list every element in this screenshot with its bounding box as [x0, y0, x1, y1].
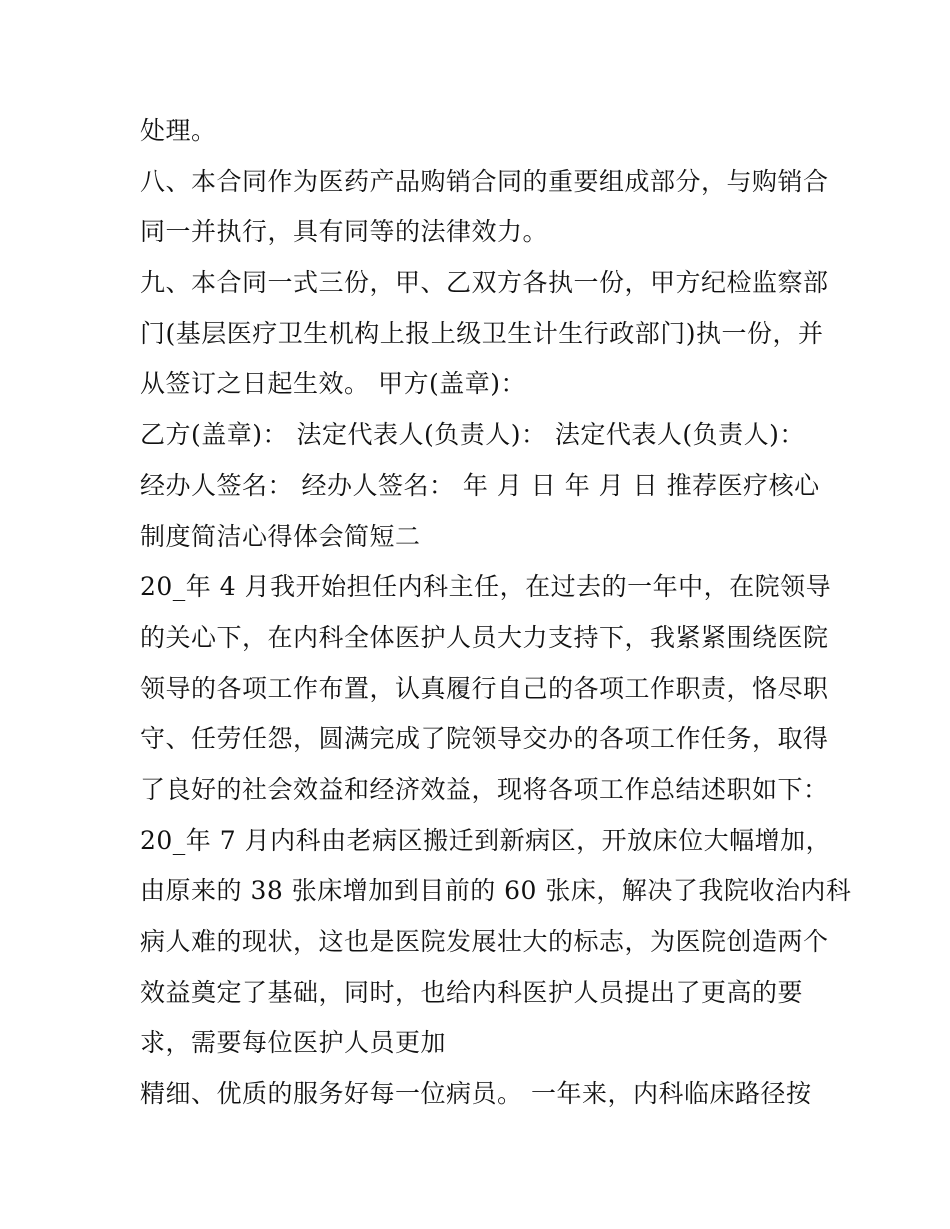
text-line: 病人难的现状，这也是医院发展壮大的标志，为医院创造两个 [140, 927, 829, 956]
text-line: 经办人签名： 经办人签名： 年 月 日 年 月 日 推荐医疗核心 [140, 470, 820, 500]
text-line: 求，需要每位医护人员更加 [140, 1028, 447, 1058]
text-line: 从签订之日起生效。 甲方(盖章)： [140, 369, 526, 399]
text-line: 20_年 7 月内科由老病区搬迁到新病区，开放床位大幅增加， [140, 825, 832, 855]
text-line: 由原来的 38 张床增加到目前的 60 张床，解决了我院收治内科 [140, 876, 852, 906]
text-line: 八、本合同作为医药产品购销合同的重要组成部分，与购销合 [140, 166, 829, 196]
text-line: 守、任劳任怨，圆满完成了院领导交办的各项工作任务，取得 [140, 724, 829, 754]
text-line: 精细、优质的服务好每一位病员。 一年来，内科临床路径按 [140, 1079, 812, 1109]
text-line: 处理。 [140, 116, 217, 145]
text-line: 领导的各项工作布置，认真履行自己的各项工作职责，恪尽职 [140, 673, 829, 703]
text-line: 同一并执行，具有同等的法律效力。 [140, 217, 549, 247]
body-text [140, 106, 852, 1120]
text-line: 的关心下，在内科全体医护人员大力支持下，我紧紧围绕医院 [140, 622, 829, 652]
text-line: 20_年 4 月我开始担任内科主任，在过去的一年中，在院领导 [140, 572, 832, 602]
text-line: 门(基层医疗卫生机构上报上级卫生计生行政部门)执一份，并 [140, 318, 824, 348]
text-line: 效益奠定了基础，同时，也给内科医护人员提出了更高的要 [140, 977, 804, 1007]
text-line: 了良好的社会效益和经济效益，现将各项工作总结述职如下： [140, 774, 829, 804]
text-line: 九、本合同一式三份，甲、乙双方各执一份，甲方纪检监察部 [140, 268, 829, 298]
text-line: 制度简洁心得体会简短二 [140, 521, 421, 551]
text-line: 乙方(盖章)： 法定代表人(负责人)： 法定代表人(负责人)： [140, 420, 805, 450]
